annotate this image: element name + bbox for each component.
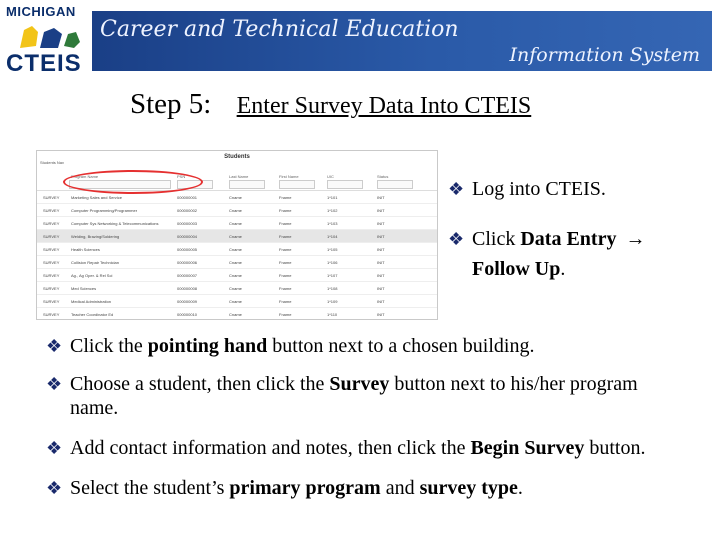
- table-cell: 000000002: [177, 208, 198, 213]
- table-cell[interactable]: SURVEY: [43, 234, 60, 239]
- students-screenshot: [36, 150, 438, 320]
- table-cell: INIT: [377, 273, 385, 278]
- michigan-map-icon: [14, 20, 84, 52]
- bullet-text: button.: [589, 437, 646, 459]
- table-row[interactable]: [37, 230, 437, 243]
- right-arrow-icon: →: [625, 228, 646, 250]
- screenshot-label: Students Nav: [40, 160, 65, 165]
- table-cell: Fname: [279, 273, 292, 278]
- banner-line2: Information System: [509, 44, 700, 66]
- table-cell: Fname: [279, 299, 292, 304]
- table-cell: Cname: [229, 312, 242, 317]
- table-cell: 1*104: [327, 234, 338, 239]
- table-cell[interactable]: SURVEY: [43, 208, 60, 213]
- diamond-bullet-icon: ❖: [448, 229, 465, 249]
- col-header: First Name: [279, 174, 299, 179]
- table-cell[interactable]: SURVEY: [43, 299, 60, 304]
- table-cell: INIT: [377, 312, 385, 317]
- bullet-primary-program: [46, 476, 716, 500]
- bullet-data-entry: [448, 224, 708, 284]
- table-cell: 1*108: [327, 286, 338, 291]
- table-cell: Fname: [279, 234, 292, 239]
- screenshot-rows: [37, 191, 437, 320]
- table-cell: Welding, Brazing/Soldering: [71, 234, 120, 239]
- table-cell: 000000007: [177, 273, 198, 278]
- table-cell[interactable]: SURVEY: [43, 312, 60, 317]
- filter-input: [327, 180, 363, 189]
- title-banner: [92, 11, 712, 71]
- table-cell: Marketing Sales and Service: [71, 195, 122, 200]
- table-cell: Medical Administration: [71, 299, 112, 304]
- table-cell: Fname: [279, 195, 292, 200]
- table-cell[interactable]: SURVEY: [43, 247, 60, 252]
- bullet-text: .: [517, 477, 523, 499]
- banner-line1: Career and Technical Education: [100, 17, 459, 42]
- col-header: Last Name: [229, 174, 249, 179]
- table-cell: Computer Programming/Programmer: [71, 208, 138, 213]
- table-row[interactable]: [37, 217, 437, 230]
- table-cell: Cname: [229, 247, 242, 252]
- table-cell: Fname: [279, 208, 292, 213]
- table-cell: Cname: [229, 221, 242, 226]
- table-cell: Med Sciences: [71, 286, 97, 291]
- bullet-begin-survey: [46, 436, 716, 460]
- bullet-text: Click: [472, 228, 516, 250]
- table-cell: 000000006: [177, 260, 198, 265]
- screenshot-title: Students: [224, 154, 250, 160]
- table-row[interactable]: [37, 243, 437, 256]
- table-cell[interactable]: SURVEY: [43, 273, 60, 278]
- table-cell: 000000004: [177, 234, 198, 239]
- table-cell: Fname: [279, 286, 292, 291]
- table-cell: 000000009: [177, 299, 198, 304]
- table-cell: Fname: [279, 247, 292, 252]
- table-cell: Teacher Coordinator Ed: [71, 312, 114, 317]
- table-cell[interactable]: SURVEY: [43, 286, 60, 291]
- table-cell: Fname: [279, 221, 292, 226]
- table-cell: INIT: [377, 208, 385, 213]
- table-cell: 000000008: [177, 286, 198, 291]
- col-header: Program Name: [71, 174, 99, 179]
- table-row[interactable]: [37, 269, 437, 282]
- bullet-bold-text: Survey: [329, 373, 390, 395]
- table-row[interactable]: [37, 256, 437, 269]
- bullet-text: Choose a student, then click the: [70, 373, 325, 395]
- diamond-bullet-icon: ❖: [448, 179, 465, 199]
- filter-input: [377, 180, 413, 189]
- bullet-text: .: [560, 258, 566, 280]
- bullet-bold-text: Data Entry: [520, 228, 617, 250]
- bullet-bold-text: pointing hand: [147, 335, 268, 357]
- table-cell: Cname: [229, 195, 242, 200]
- table-cell: Cname: [229, 286, 242, 291]
- table-cell: Health Sciences: [71, 247, 100, 252]
- table-cell: 000000010: [177, 312, 198, 317]
- bullet-text: Click the: [70, 335, 143, 357]
- table-cell: Fname: [279, 260, 292, 265]
- table-row[interactable]: [37, 308, 437, 320]
- bullet-bold-text: survey type: [419, 477, 518, 499]
- table-cell: 1*103: [327, 221, 338, 226]
- diamond-bullet-icon: ❖: [46, 336, 63, 356]
- bullet-survey: [46, 372, 716, 420]
- table-cell: 1*106: [327, 260, 338, 265]
- table-cell: 1*105: [327, 247, 338, 252]
- table-cell: Fname: [279, 312, 292, 317]
- table-cell: INIT: [377, 247, 385, 252]
- table-cell: 1*110: [327, 312, 338, 317]
- diamond-bullet-icon: ❖: [46, 478, 63, 498]
- bullet-bold-text: Follow Up: [472, 258, 561, 280]
- table-cell[interactable]: SURVEY: [43, 195, 60, 200]
- table-cell: 1*107: [327, 273, 338, 278]
- table-cell[interactable]: SURVEY: [43, 260, 60, 265]
- table-cell: Cname: [229, 260, 242, 265]
- bullet-bold-text: Begin Survey: [470, 437, 585, 459]
- step-label: Step 5:: [130, 88, 212, 120]
- table-cell: INIT: [377, 234, 385, 239]
- filter-input: [279, 180, 315, 189]
- table-row[interactable]: [37, 295, 437, 308]
- table-row[interactable]: [37, 191, 437, 204]
- table-cell[interactable]: SURVEY: [43, 221, 60, 226]
- table-cell: INIT: [377, 299, 385, 304]
- table-cell: 000000003: [177, 221, 198, 226]
- col-header: PSN: [177, 174, 186, 179]
- table-cell: 000000001: [177, 195, 198, 200]
- bullet-pointing-hand: [46, 334, 716, 358]
- table-cell: 000000005: [177, 247, 198, 252]
- table-cell: 1*109: [327, 299, 338, 304]
- table-cell: Ag., Ag Oper. & Rel Sci: [71, 273, 113, 278]
- bullet-bold-text: primary program: [229, 477, 381, 499]
- cteis-logo: [6, 4, 90, 78]
- bullet-text: button next to his/her program: [394, 373, 638, 395]
- logo-top-text: MICHIGAN: [6, 4, 76, 19]
- page-title: [130, 88, 531, 121]
- table-row[interactable]: [37, 204, 437, 217]
- bullet-text: button next to a chosen building.: [272, 335, 535, 357]
- header: [0, 0, 720, 82]
- table-cell: Cname: [229, 299, 242, 304]
- col-header: Status: [377, 174, 389, 179]
- table-cell: INIT: [377, 221, 385, 226]
- table-cell: Computer Sys Networking & Telecommunications: [71, 221, 159, 226]
- step-subtitle: Enter Survey Data Into CTEIS: [236, 93, 532, 119]
- bullet-text: name.: [70, 397, 119, 419]
- bullet-text: Add contact information and notes, then click the: [70, 437, 466, 459]
- right-bullets: [448, 174, 708, 284]
- table-cell: INIT: [377, 195, 385, 200]
- diamond-bullet-icon: ❖: [46, 374, 63, 394]
- table-cell: Collision Repair Technician: [71, 260, 119, 265]
- filter-input: [229, 180, 265, 189]
- diamond-bullet-icon: ❖: [46, 438, 63, 458]
- table-cell: Cname: [229, 208, 242, 213]
- bullet-text: Log into CTEIS.: [472, 178, 606, 200]
- bullet-text: and: [385, 477, 415, 499]
- bullet-log-in: [448, 174, 708, 204]
- table-cell: Cname: [229, 273, 242, 278]
- table-cell: 1*101: [327, 195, 338, 200]
- table-row[interactable]: [37, 282, 437, 295]
- table-cell: 1*102: [327, 208, 338, 213]
- table-cell: INIT: [377, 286, 385, 291]
- col-header: UIC: [327, 174, 334, 179]
- table-cell: INIT: [377, 260, 385, 265]
- logo-bottom-text: CTEIS: [6, 50, 82, 77]
- table-cell: Cname: [229, 234, 242, 239]
- bullet-text: Select the student’s: [70, 477, 225, 499]
